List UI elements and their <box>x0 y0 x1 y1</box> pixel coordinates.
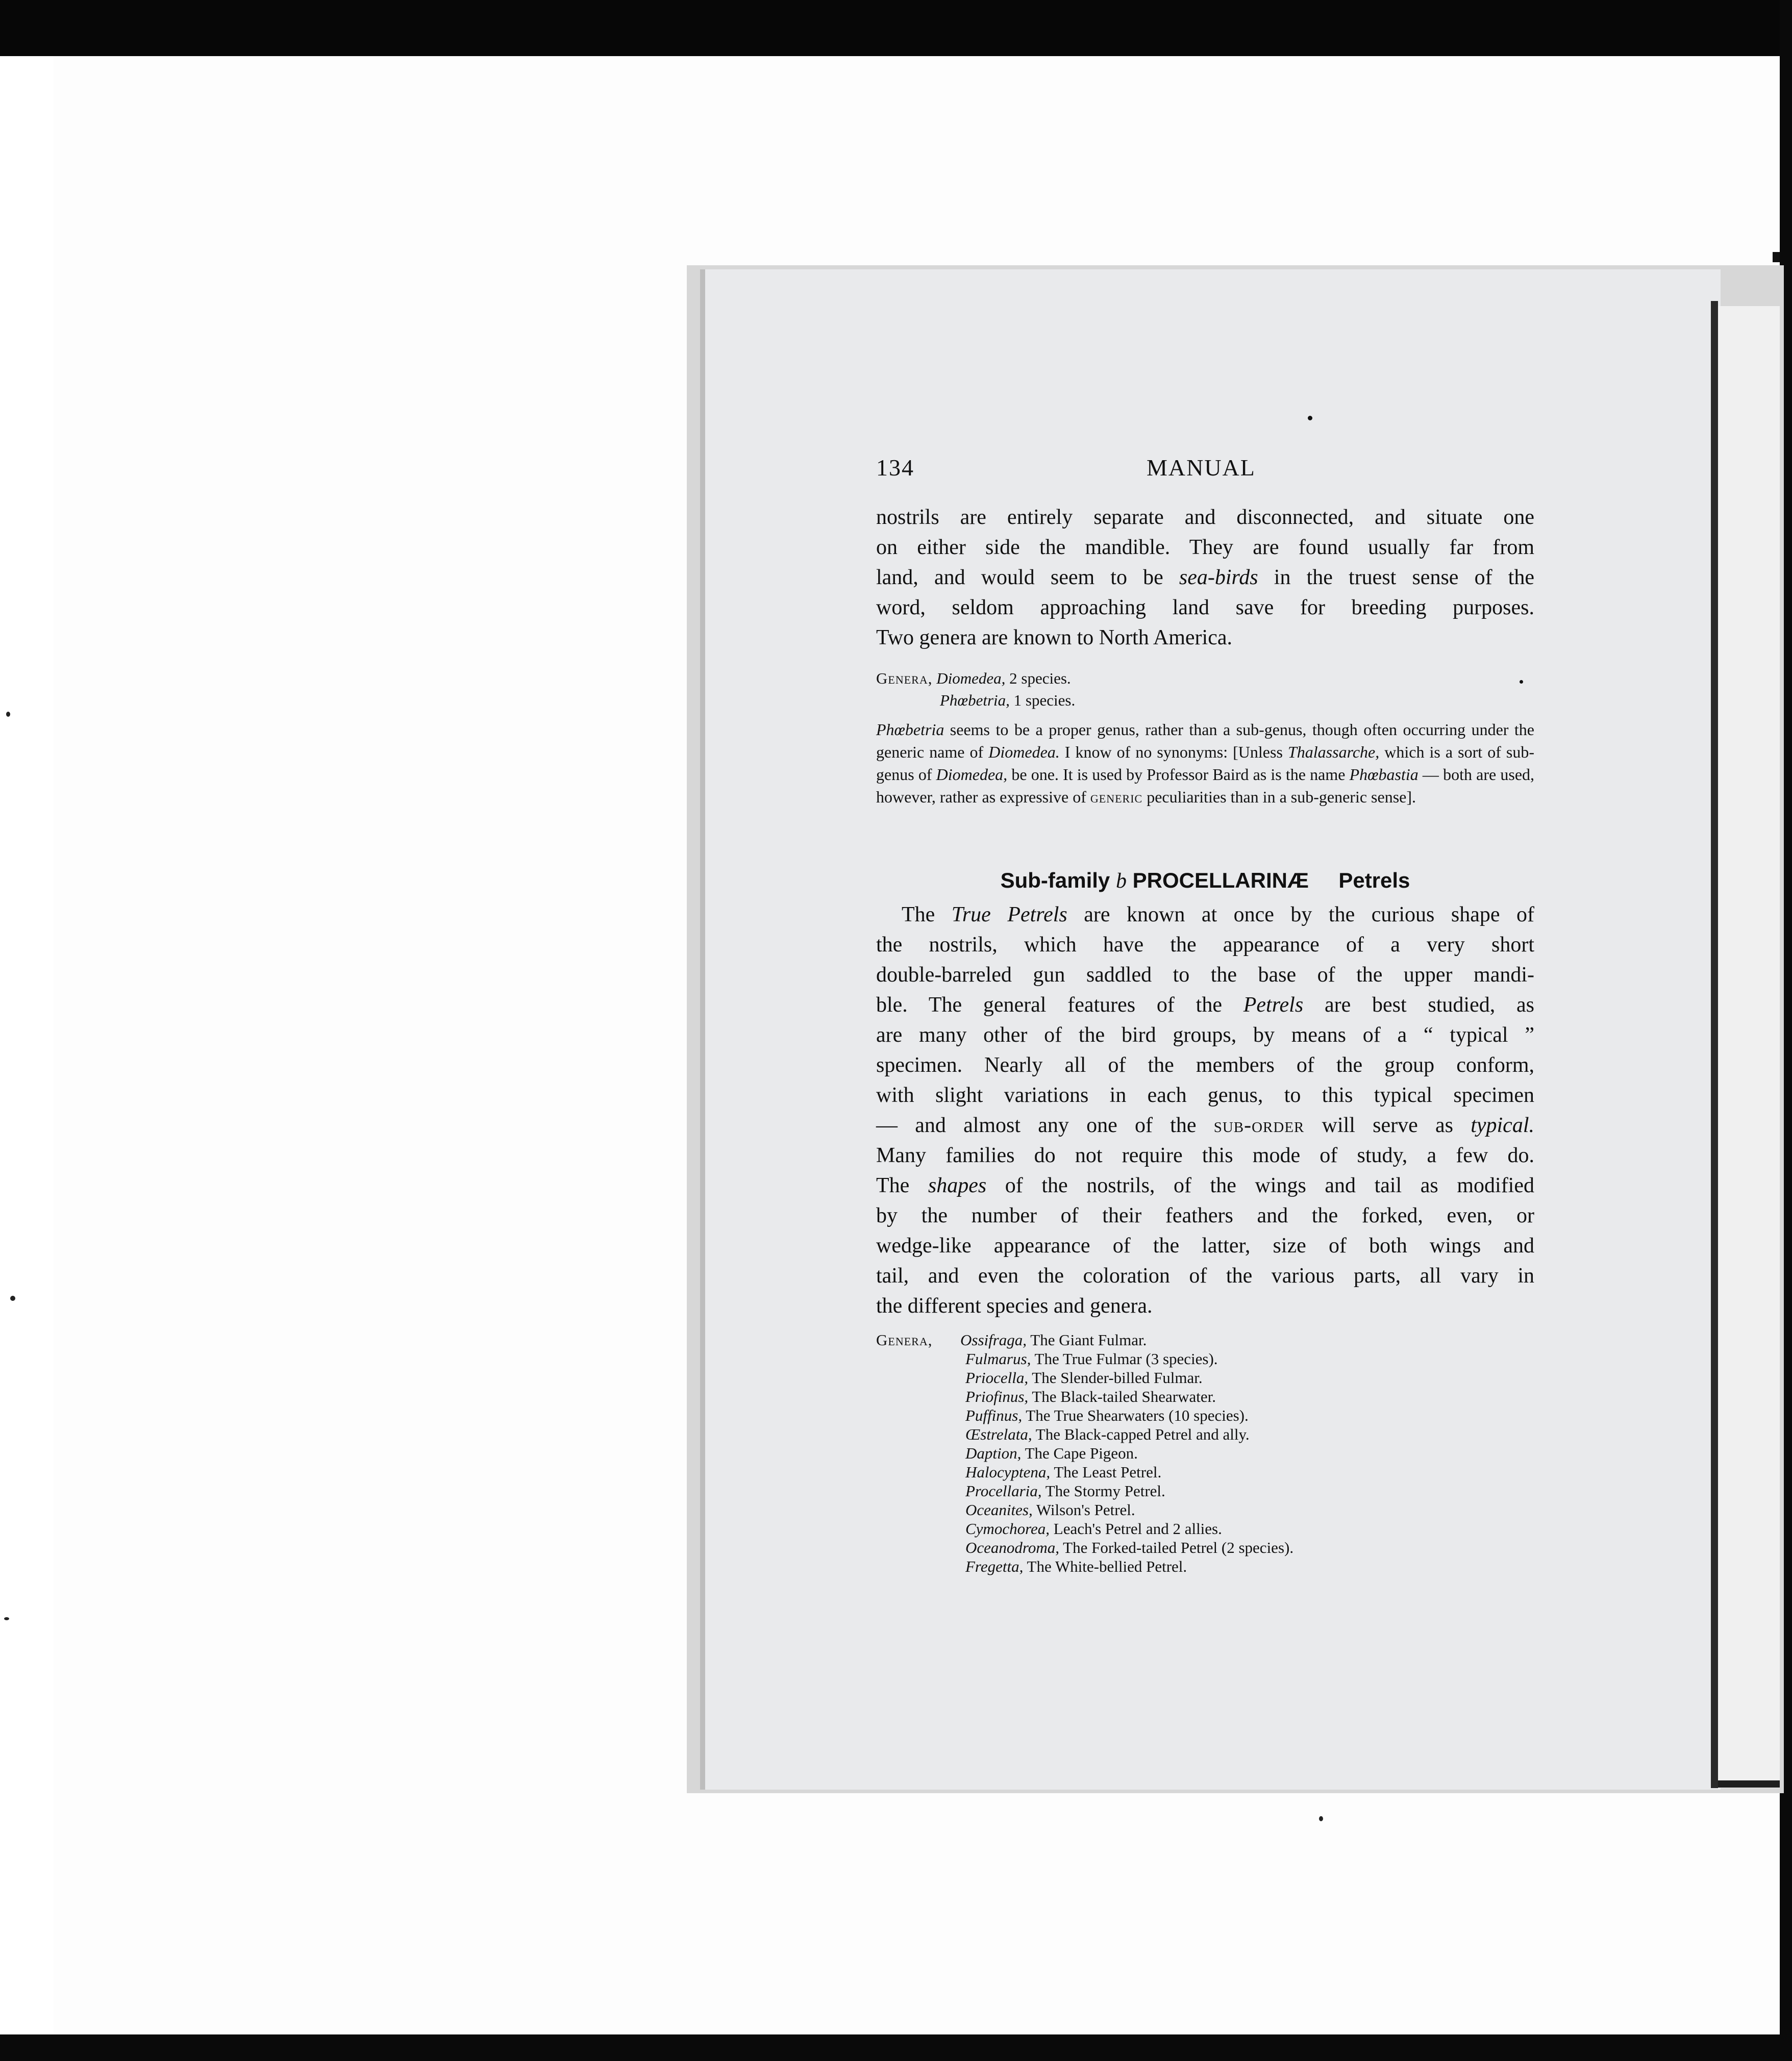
genera-entry <box>965 1481 1527 1500</box>
dust-speck <box>4 1617 9 1620</box>
genus-description: The True Shearwaters (10 species). <box>1022 1406 1249 1424</box>
dust-speck <box>10 1296 15 1301</box>
text-line: on either side the mandible. They are found usually far from <box>876 536 1534 559</box>
text-span: of the nostrils, of the wings and tail as modified <box>986 1174 1534 1197</box>
heading-common-name: Petrels <box>1338 868 1410 892</box>
italic-term: Phœbetria <box>876 720 944 739</box>
genus-name: Halocyptena, <box>965 1463 1051 1481</box>
page-gutter-edge <box>1711 301 1718 1788</box>
italic-term: Thalassarche, <box>1287 743 1380 761</box>
genus-description: The Giant Fulmar. <box>1027 1331 1147 1349</box>
genus-description: The Forked-tailed Petrel (2 species). <box>1059 1539 1294 1556</box>
genera-entry <box>965 1387 1527 1406</box>
dust-speck <box>1319 1816 1323 1821</box>
small-caps-term: sub-order <box>1213 1114 1305 1137</box>
text-line: double-barreled gun saddled to the base of the upper mandi- <box>876 963 1534 987</box>
genera-entry <box>965 1463 1527 1481</box>
text-line <box>876 1171 1534 1201</box>
genera-entry <box>965 1349 1527 1368</box>
italic-term: typical. <box>1471 1114 1534 1137</box>
genera-entry <box>876 689 1534 711</box>
text-span: are best studied, as <box>1303 993 1534 1017</box>
genus-description: 2 species. <box>1005 669 1071 687</box>
text-line: tail, and even the coloration of the various parts, all vary in <box>876 1264 1534 1288</box>
text-line <box>876 1111 1534 1141</box>
text-line: the different species and genera. <box>876 1294 1153 1318</box>
text-span: — and almost any one of the <box>876 1114 1214 1137</box>
text-span: The <box>902 903 952 926</box>
genera-label: Genera, <box>876 1331 933 1349</box>
genus-name: Fulmarus, <box>965 1350 1031 1368</box>
genus-name: Oceanodroma, <box>965 1539 1059 1556</box>
genus-description: The Stormy Petrel. <box>1041 1482 1165 1500</box>
text-line: the nostrils, which have the appearance of a very short <box>876 933 1534 957</box>
genus-name: Phœbetria, <box>940 691 1010 709</box>
genus-name: Daption, <box>965 1444 1022 1462</box>
heading-letter: b <box>1115 869 1127 893</box>
text-line: are many other of the bird groups, by means of a “ typical ” <box>876 1023 1534 1047</box>
genus-description: The White-bellied Petrel. <box>1023 1557 1187 1575</box>
genera-entry <box>965 1519 1527 1538</box>
genera-entry <box>965 1557 1527 1576</box>
spine-mark <box>1773 252 1780 262</box>
genus-description: 1 species. <box>1009 691 1076 709</box>
genus-name: Cymochorea, <box>965 1520 1050 1538</box>
running-head <box>876 454 1534 485</box>
text-span: be one. It is used by Professor Baird as is the name <box>1007 765 1350 784</box>
dust-speck <box>6 712 10 717</box>
heading-prefix: Sub-family <box>1000 868 1110 892</box>
facing-page <box>1718 306 1780 1788</box>
text-span: peculiarities than in a sub-generic sense]. <box>1142 788 1416 806</box>
text-line: with slight variations in each genus, to this typical specimen <box>876 1084 1534 1107</box>
text-line: Many families do not require this mode of study, a few do. <box>876 1144 1534 1167</box>
text-span: ble. The general features of the <box>876 993 1243 1017</box>
genus-description: The True Fulmar (3 species). <box>1031 1350 1218 1368</box>
genera-entry <box>965 1406 1527 1425</box>
subfamily-heading <box>876 868 1534 893</box>
text-line: Two genera are known to North America. <box>876 626 1232 649</box>
genera-entry <box>965 1500 1527 1519</box>
genus-description: The Black-capped Petrel and ally. <box>1032 1425 1250 1443</box>
text-span: are known at once by the curious shape of <box>1067 903 1534 926</box>
text-span: I know of no synonyms: [Unless <box>1059 743 1288 761</box>
text-span: in the truest sense of the <box>1258 566 1534 589</box>
paragraph-1 <box>876 502 1534 653</box>
text-line <box>876 900 1534 930</box>
text-line: specimen. Nearly all of the members of the group conform, <box>876 1053 1534 1077</box>
running-title: MANUAL <box>1147 455 1256 481</box>
text-span: which is a sort of sub-genus of <box>876 743 1535 784</box>
paragraph-2 <box>876 900 1534 1321</box>
genera-entry <box>965 1368 1527 1387</box>
genus-description: The Least Petrel. <box>1050 1463 1162 1481</box>
italic-term: sea-birds <box>1179 566 1258 589</box>
italic-term: Diomedea, <box>936 765 1008 784</box>
genus-name: Puffinus, <box>965 1406 1023 1424</box>
heading-name: PROCELLARINÆ <box>1132 868 1309 892</box>
text-line <box>876 563 1534 593</box>
text-line: word, seldom approaching land save for breeding purposes. <box>876 596 1534 619</box>
italic-term: shapes <box>928 1174 987 1197</box>
genus-name: Diomedea, <box>936 669 1006 687</box>
genus-description: The Slender-billed Fulmar. <box>1028 1369 1203 1387</box>
ink-dot <box>1308 416 1312 420</box>
genera-entry <box>960 1330 1527 1349</box>
text-span: The <box>876 1174 928 1197</box>
genus-description: The Cape Pigeon. <box>1021 1444 1138 1462</box>
page-number: 134 <box>876 455 914 481</box>
text-span: — both are used, however, rather as expressive of <box>876 765 1535 806</box>
italic-term: Phœbastia <box>1349 765 1418 784</box>
text-line: by the number of their feathers and the forked, even, or <box>876 1204 1534 1227</box>
text-line: nostrils are entirely separate and disconnected, and situate one <box>876 506 1534 529</box>
genera-list-albatrosses <box>876 667 1534 711</box>
genera-entries <box>960 1330 1527 1576</box>
italic-term: Diomedea. <box>988 743 1060 761</box>
text-span: will serve as <box>1304 1114 1471 1137</box>
genus-name: Ossifraga, <box>960 1331 1027 1349</box>
genus-description: Wilson's Petrel. <box>1032 1501 1135 1519</box>
genus-name: Procellaria, <box>965 1482 1042 1500</box>
genera-entry <box>965 1425 1527 1444</box>
text-line: wedge-like appearance of the latter, size of both wings and <box>876 1234 1534 1258</box>
genera-entry <box>965 1444 1527 1463</box>
footnote-paragraph <box>876 718 1534 808</box>
scan-border-top <box>0 0 1792 56</box>
scan-border-bottom <box>0 2034 1792 2061</box>
small-caps-term: generic <box>1090 788 1143 806</box>
text-span: seems to be a proper genus, rather than a sub-genus, though often occurring under the generic name of <box>876 720 1534 761</box>
genus-name: Priocella, <box>965 1369 1029 1387</box>
genus-name: Priofinus, <box>965 1388 1029 1405</box>
genus-description: The Black-tailed Shearwater. <box>1028 1388 1216 1405</box>
facing-page-edge <box>1718 1780 1780 1788</box>
genus-name: Oceanites, <box>965 1501 1033 1519</box>
italic-term: Petrels <box>1243 993 1304 1017</box>
genera-entry <box>876 667 1534 689</box>
genus-description: Leach's Petrel and 2 allies. <box>1050 1520 1222 1538</box>
genus-name: Œstrelata, <box>965 1425 1032 1443</box>
italic-term: True Petrels <box>951 903 1067 926</box>
genera-entry <box>965 1538 1527 1557</box>
genus-name: Fregetta, <box>965 1557 1024 1575</box>
text-span: land, and would seem to be <box>876 566 1179 589</box>
genera-label: Genera, <box>876 669 933 687</box>
text-line <box>876 990 1534 1020</box>
